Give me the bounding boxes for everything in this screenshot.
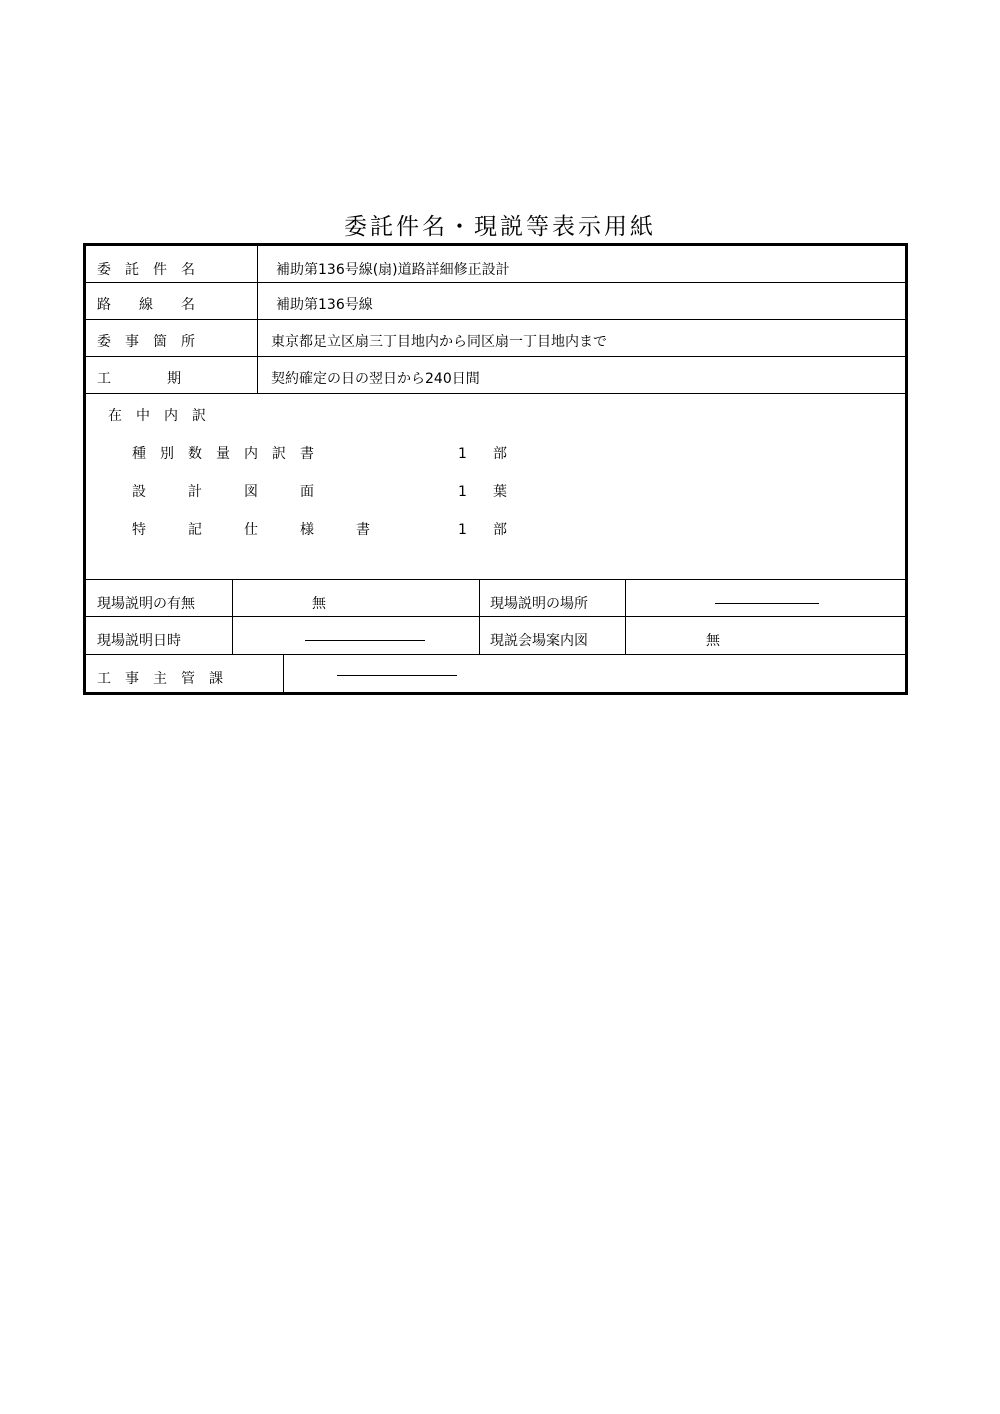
place-label: 現場説明の場所 <box>490 596 588 612</box>
row-divider <box>86 393 905 394</box>
contents-item-qty: 1 <box>458 484 467 500</box>
contents-item-qty: 1 <box>458 522 467 538</box>
map-label: 現説会場案内図 <box>490 633 588 649</box>
row-divider <box>86 616 905 617</box>
row-divider <box>86 654 905 655</box>
column-divider <box>479 579 480 654</box>
row-divider <box>86 356 905 357</box>
contents-item-unit: 部 <box>493 446 507 462</box>
column-divider <box>283 654 284 692</box>
itaku-kenmei-value: 補助第136号線(扇)道路詳細修正設計 <box>276 262 510 278</box>
column-divider <box>625 579 626 654</box>
column-divider <box>232 579 233 654</box>
section-label: 工 事 主 管 課 <box>97 671 223 687</box>
page-title: 委託件名・現説等表示用紙 <box>344 214 656 240</box>
itaku-kasho-value: 東京都足立区扇三丁目地内から同区扇一丁目地内まで <box>271 334 607 350</box>
rosen-mei-label: 路 線 名 <box>97 297 195 313</box>
contents-item-qty: 1 <box>458 446 467 462</box>
datetime-blank-line <box>305 640 425 641</box>
section-blank-line <box>337 675 457 676</box>
contents-item-unit: 部 <box>493 522 507 538</box>
kouki-label: 工 期 <box>97 371 181 387</box>
row-divider <box>86 579 905 580</box>
form-table <box>83 243 908 695</box>
rosen-mei-value: 補助第136号線 <box>276 297 373 313</box>
datetime-label: 現場説明日時 <box>97 633 181 649</box>
row-divider <box>86 319 905 320</box>
kouki-value: 契約確定の日の翌日から240日間 <box>271 371 480 387</box>
contents-item-unit: 葉 <box>493 484 507 500</box>
itaku-kenmei-label: 委 託 件 名 <box>97 262 195 278</box>
map-value: 無 <box>706 633 720 649</box>
column-divider <box>257 246 258 393</box>
contents-heading: 在 中 内 訳 <box>108 408 206 424</box>
place-blank-line <box>715 603 819 604</box>
contents-item-name: 種 別 数 量 内 訳 書 <box>132 446 314 462</box>
presence-value: 無 <box>312 596 326 612</box>
contents-item-name: 設 計 図 面 <box>132 484 314 500</box>
row-divider <box>86 282 905 283</box>
itaku-kasho-label: 委 事 箇 所 <box>97 334 195 350</box>
contents-item-name: 特 記 仕 様 書 <box>132 522 370 538</box>
presence-label: 現場説明の有無 <box>97 596 195 612</box>
